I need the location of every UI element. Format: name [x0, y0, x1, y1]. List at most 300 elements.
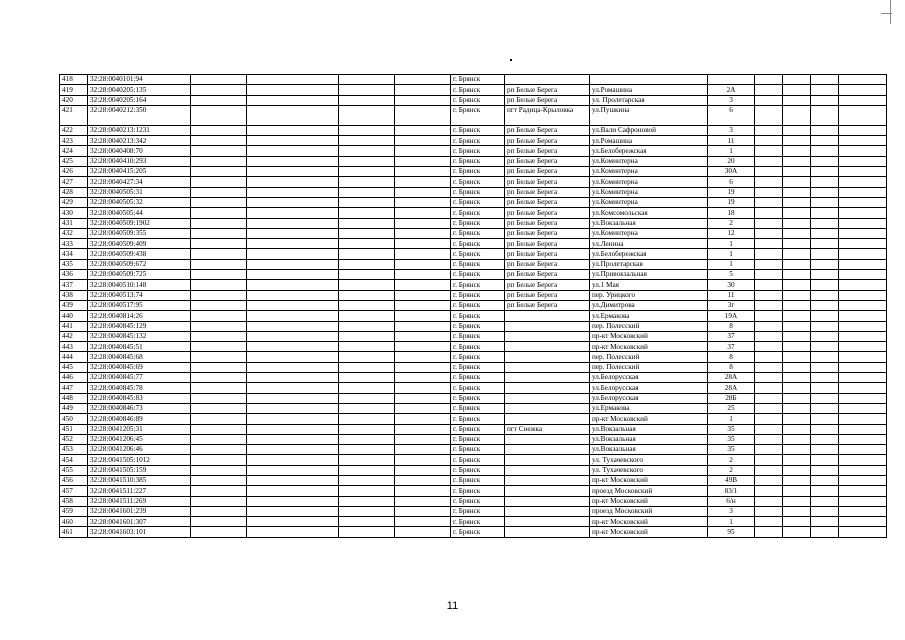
empty-cell — [839, 125, 887, 135]
city-cell: г. Брянск — [451, 167, 505, 177]
empty-cell — [783, 75, 811, 85]
empty-cell — [395, 280, 451, 290]
empty-cell — [191, 146, 247, 156]
empty-cell — [247, 455, 339, 465]
empty-cell — [839, 445, 887, 455]
empty-cell — [247, 280, 339, 290]
table-row — [60, 239, 887, 249]
empty-cell — [339, 527, 395, 537]
street-cell: ул.Пролетарская — [590, 259, 708, 269]
row-number-cell: 445 — [60, 362, 88, 372]
house-cell: 6 — [708, 105, 755, 125]
city-cell: г. Брянск — [451, 373, 505, 383]
empty-cell — [839, 393, 887, 403]
table-row — [60, 331, 887, 341]
empty-cell — [247, 156, 339, 166]
cadastral-number-cell: 32:28:0040101:94 — [88, 75, 191, 85]
empty-cell — [755, 393, 783, 403]
city-cell: г. Брянск — [451, 403, 505, 413]
house-cell: 20 — [708, 156, 755, 166]
house-cell: 19А — [708, 311, 755, 321]
empty-cell — [191, 496, 247, 506]
city-cell: г. Брянск — [451, 105, 505, 125]
empty-cell — [191, 95, 247, 105]
empty-cell — [395, 259, 451, 269]
empty-cell — [839, 362, 887, 372]
empty-cell — [783, 156, 811, 166]
empty-cell — [839, 455, 887, 465]
empty-cell — [339, 75, 395, 85]
table-row — [60, 228, 887, 238]
empty-cell — [755, 373, 783, 383]
empty-cell — [247, 311, 339, 321]
street-cell: пр-кт Московский — [590, 414, 708, 424]
city-cell: г. Брянск — [451, 527, 505, 537]
cadastral-number-cell: 32:28:0040505:31 — [88, 187, 191, 197]
cadastral-number-cell: 32:28:0040509:725 — [88, 270, 191, 280]
settlement-cell: пгт Радица-Крыловка — [505, 105, 590, 125]
settlement-cell — [505, 352, 590, 362]
empty-cell — [191, 342, 247, 352]
settlement-cell — [505, 393, 590, 403]
empty-cell — [839, 486, 887, 496]
empty-cell — [247, 321, 339, 331]
empty-cell — [191, 228, 247, 238]
empty-cell — [339, 465, 395, 475]
empty-cell — [247, 208, 339, 218]
row-number-cell: 422 — [60, 125, 88, 135]
empty-cell — [755, 75, 783, 85]
street-cell: ул.Димитрова — [590, 300, 708, 310]
empty-cell — [247, 475, 339, 485]
empty-cell — [839, 208, 887, 218]
empty-cell — [339, 342, 395, 352]
empty-cell — [339, 373, 395, 383]
street-cell: ул.Вокзальная — [590, 445, 708, 455]
house-cell: 35 — [708, 424, 755, 434]
empty-cell — [839, 496, 887, 506]
empty-cell — [247, 424, 339, 434]
table-row — [60, 280, 887, 290]
empty-cell — [339, 197, 395, 207]
scan-edge-tick — [881, 13, 892, 14]
empty-cell — [247, 125, 339, 135]
table-row — [60, 290, 887, 300]
house-cell: 28А — [708, 373, 755, 383]
house-cell: 19 — [708, 197, 755, 207]
empty-cell — [339, 321, 395, 331]
empty-cell — [839, 146, 887, 156]
row-number-cell: 419 — [60, 85, 88, 95]
empty-cell — [339, 249, 395, 259]
empty-cell — [839, 280, 887, 290]
empty-cell — [191, 177, 247, 187]
table-row — [60, 105, 887, 125]
empty-cell — [247, 527, 339, 537]
empty-cell — [191, 445, 247, 455]
row-number-cell: 458 — [60, 496, 88, 506]
empty-cell — [191, 414, 247, 424]
cadastral-number-cell: 32:28:0040408:70 — [88, 146, 191, 156]
house-cell: 37 — [708, 331, 755, 341]
empty-cell — [247, 105, 339, 125]
empty-cell — [395, 342, 451, 352]
empty-cell — [783, 177, 811, 187]
empty-cell — [811, 393, 839, 403]
empty-cell — [191, 455, 247, 465]
empty-cell — [811, 362, 839, 372]
table-row — [60, 475, 887, 485]
empty-cell — [395, 475, 451, 485]
city-cell: г. Брянск — [451, 321, 505, 331]
empty-cell — [395, 362, 451, 372]
settlement-cell — [505, 496, 590, 506]
empty-cell — [339, 517, 395, 527]
empty-cell — [755, 311, 783, 321]
cadastral-number-cell: 32:28:0040213:342 — [88, 136, 191, 146]
cadastral-number-cell: 32:28:0040845:69 — [88, 362, 191, 372]
cadastral-number-cell: 32:28:0040513:74 — [88, 290, 191, 300]
row-number-cell: 454 — [60, 455, 88, 465]
street-cell: пер. Полесский — [590, 362, 708, 372]
settlement-cell: рп Белые Берега — [505, 249, 590, 259]
settlement-cell: рп Белые Берега — [505, 270, 590, 280]
street-cell: ул.Белобережская — [590, 146, 708, 156]
street-cell: ул.Ромашина — [590, 85, 708, 95]
cadastral-number-cell: 32:28:0040410:293 — [88, 156, 191, 166]
empty-cell — [783, 393, 811, 403]
row-number-cell: 461 — [60, 527, 88, 537]
empty-cell — [247, 187, 339, 197]
settlement-cell — [505, 445, 590, 455]
empty-cell — [191, 270, 247, 280]
table-row — [60, 300, 887, 310]
empty-cell — [783, 218, 811, 228]
empty-cell — [811, 424, 839, 434]
scan-edge-line — [890, 0, 891, 24]
empty-cell — [191, 465, 247, 475]
empty-cell — [839, 465, 887, 475]
row-number-cell: 436 — [60, 270, 88, 280]
street-cell: ул.Коминтерна — [590, 156, 708, 166]
empty-cell — [191, 187, 247, 197]
empty-cell — [395, 445, 451, 455]
empty-cell — [339, 424, 395, 434]
empty-cell — [755, 455, 783, 465]
empty-cell — [339, 228, 395, 238]
cadastral-number-cell: 32:28:0040509:1902 — [88, 218, 191, 228]
house-cell: 2 — [708, 218, 755, 228]
settlement-cell — [505, 434, 590, 444]
city-cell: г. Брянск — [451, 125, 505, 135]
empty-cell — [247, 486, 339, 496]
empty-cell — [811, 270, 839, 280]
table-row — [60, 455, 887, 465]
table-row — [60, 496, 887, 506]
street-cell: пр-кт Московский — [590, 527, 708, 537]
empty-cell — [395, 249, 451, 259]
settlement-cell — [505, 383, 590, 393]
empty-cell — [395, 424, 451, 434]
settlement-cell: рп Белые Берега — [505, 177, 590, 187]
street-cell: ул.Ромашина — [590, 136, 708, 146]
row-number-cell: 452 — [60, 434, 88, 444]
city-cell: г. Брянск — [451, 270, 505, 280]
empty-cell — [811, 218, 839, 228]
street-cell: пер. Полесский — [590, 321, 708, 331]
house-cell: 3г — [708, 300, 755, 310]
table-row — [60, 249, 887, 259]
table-row — [60, 146, 887, 156]
empty-cell — [783, 403, 811, 413]
city-cell: г. Брянск — [451, 239, 505, 249]
empty-cell — [395, 455, 451, 465]
house-cell: 19 — [708, 187, 755, 197]
empty-cell — [191, 85, 247, 95]
empty-cell — [783, 311, 811, 321]
settlement-cell: рп Белые Берега — [505, 208, 590, 218]
city-cell: г. Брянск — [451, 228, 505, 238]
empty-cell — [839, 311, 887, 321]
empty-cell — [839, 424, 887, 434]
empty-cell — [839, 270, 887, 280]
cadastral-number-cell: 32:28:0040845:68 — [88, 352, 191, 362]
empty-cell — [783, 280, 811, 290]
empty-cell — [839, 434, 887, 444]
page-number: 11 — [446, 600, 459, 612]
empty-cell — [755, 300, 783, 310]
row-number-cell: 424 — [60, 146, 88, 156]
table-row — [60, 424, 887, 434]
street-cell: ул.Ермакова — [590, 403, 708, 413]
empty-cell — [811, 486, 839, 496]
table-row — [60, 218, 887, 228]
empty-cell — [811, 352, 839, 362]
empty-cell — [247, 331, 339, 341]
empty-cell — [247, 167, 339, 177]
row-number-cell: 435 — [60, 259, 88, 269]
empty-cell — [811, 187, 839, 197]
empty-cell — [339, 331, 395, 341]
settlement-cell: рп Белые Берега — [505, 187, 590, 197]
street-cell: пер. Урицкого — [590, 290, 708, 300]
empty-cell — [811, 259, 839, 269]
empty-cell — [839, 95, 887, 105]
empty-cell — [395, 517, 451, 527]
settlement-cell — [505, 506, 590, 516]
settlement-cell — [505, 331, 590, 341]
empty-cell — [339, 311, 395, 321]
empty-cell — [783, 527, 811, 537]
city-cell: г. Брянск — [451, 496, 505, 506]
table-row — [60, 311, 887, 321]
row-number-cell: 451 — [60, 424, 88, 434]
empty-cell — [811, 475, 839, 485]
empty-cell — [191, 167, 247, 177]
empty-cell — [755, 105, 783, 125]
empty-cell — [783, 342, 811, 352]
empty-cell — [191, 156, 247, 166]
empty-cell — [339, 434, 395, 444]
empty-cell — [247, 352, 339, 362]
empty-cell — [339, 445, 395, 455]
empty-cell — [783, 270, 811, 280]
empty-cell — [247, 373, 339, 383]
house-cell: 2 — [708, 465, 755, 475]
empty-cell — [247, 300, 339, 310]
row-number-cell: 453 — [60, 445, 88, 455]
settlement-cell: рп Белые Берега — [505, 156, 590, 166]
table-row — [60, 75, 887, 85]
empty-cell — [783, 228, 811, 238]
empty-cell — [755, 342, 783, 352]
empty-cell — [839, 527, 887, 537]
city-cell: г. Брянск — [451, 486, 505, 496]
row-number-cell: 455 — [60, 465, 88, 475]
empty-cell — [191, 290, 247, 300]
empty-cell — [395, 331, 451, 341]
settlement-cell — [505, 455, 590, 465]
empty-cell — [755, 280, 783, 290]
empty-cell — [839, 506, 887, 516]
empty-cell — [783, 300, 811, 310]
empty-cell — [191, 75, 247, 85]
table-row — [60, 187, 887, 197]
city-cell: г. Брянск — [451, 352, 505, 362]
cadastral-number-cell: 32:28:0040415:205 — [88, 167, 191, 177]
empty-cell — [339, 352, 395, 362]
cadastral-number-cell: 32:28:0040510:148 — [88, 280, 191, 290]
row-number-cell: 439 — [60, 300, 88, 310]
registry-body — [60, 75, 887, 538]
empty-cell — [395, 321, 451, 331]
empty-cell — [811, 527, 839, 537]
empty-cell — [395, 156, 451, 166]
empty-cell — [755, 506, 783, 516]
table-row — [60, 506, 887, 516]
empty-cell — [339, 208, 395, 218]
cadastral-number-cell: 32:28:0040205:135 — [88, 85, 191, 95]
row-number-cell: 426 — [60, 167, 88, 177]
city-cell: г. Брянск — [451, 75, 505, 85]
table-row — [60, 393, 887, 403]
empty-cell — [811, 403, 839, 413]
empty-cell — [247, 517, 339, 527]
empty-cell — [339, 300, 395, 310]
house-cell: 83/1 — [708, 486, 755, 496]
empty-cell — [395, 352, 451, 362]
empty-cell — [395, 311, 451, 321]
empty-cell — [395, 465, 451, 475]
empty-cell — [755, 270, 783, 280]
row-number-cell: 425 — [60, 156, 88, 166]
empty-cell — [811, 517, 839, 527]
empty-cell — [247, 228, 339, 238]
empty-cell — [783, 331, 811, 341]
empty-cell — [247, 249, 339, 259]
empty-cell — [395, 290, 451, 300]
empty-cell — [339, 383, 395, 393]
empty-cell — [811, 136, 839, 146]
empty-cell — [755, 197, 783, 207]
empty-cell — [339, 105, 395, 125]
city-cell: г. Брянск — [451, 280, 505, 290]
empty-cell — [755, 259, 783, 269]
settlement-cell: рп Белые Берега — [505, 95, 590, 105]
house-cell: 28А — [708, 383, 755, 393]
row-number-cell: 441 — [60, 321, 88, 331]
empty-cell — [811, 300, 839, 310]
empty-cell — [191, 527, 247, 537]
empty-cell — [839, 403, 887, 413]
empty-cell — [191, 362, 247, 372]
house-cell: 35 — [708, 445, 755, 455]
empty-cell — [839, 156, 887, 166]
city-cell: г. Брянск — [451, 506, 505, 516]
empty-cell — [191, 383, 247, 393]
empty-cell — [783, 136, 811, 146]
cadastral-number-cell: 32:28:0040517:95 — [88, 300, 191, 310]
empty-cell — [395, 414, 451, 424]
cadastral-number-cell: 32:28:0040213:1231 — [88, 125, 191, 135]
empty-cell — [811, 465, 839, 475]
table-row — [60, 321, 887, 331]
table-row — [60, 445, 887, 455]
empty-cell — [395, 506, 451, 516]
street-cell: проезд Московский — [590, 506, 708, 516]
settlement-cell: рп Белые Берега — [505, 146, 590, 156]
empty-cell — [395, 208, 451, 218]
table-row — [60, 527, 887, 537]
table-row — [60, 208, 887, 218]
settlement-cell: рп Белые Берега — [505, 300, 590, 310]
settlement-cell: рп Белые Берега — [505, 136, 590, 146]
empty-cell — [839, 187, 887, 197]
house-cell: 6 — [708, 177, 755, 187]
settlement-cell: рп Белые Берега — [505, 259, 590, 269]
empty-cell — [339, 496, 395, 506]
empty-cell — [395, 125, 451, 135]
empty-cell — [811, 228, 839, 238]
city-cell: г. Брянск — [451, 136, 505, 146]
empty-cell — [247, 75, 339, 85]
empty-cell — [395, 300, 451, 310]
table-row — [60, 414, 887, 424]
table-row — [60, 259, 887, 269]
empty-cell — [395, 270, 451, 280]
empty-cell — [339, 486, 395, 496]
row-number-cell: 434 — [60, 249, 88, 259]
cadastral-number-cell: 32:28:0040509:355 — [88, 228, 191, 238]
empty-cell — [811, 506, 839, 516]
table-row — [60, 362, 887, 372]
empty-cell — [755, 414, 783, 424]
empty-cell — [839, 321, 887, 331]
city-cell: г. Брянск — [451, 383, 505, 393]
street-cell: ул. Тухачевского — [590, 465, 708, 475]
empty-cell — [395, 85, 451, 95]
street-cell: ул.Пушкина — [590, 105, 708, 125]
row-number-cell: 421 — [60, 105, 88, 125]
city-cell: г. Брянск — [451, 290, 505, 300]
empty-cell — [783, 352, 811, 362]
street-cell: ул.Коминтерна — [590, 167, 708, 177]
empty-cell — [783, 105, 811, 125]
empty-cell — [839, 136, 887, 146]
empty-cell — [247, 197, 339, 207]
empty-cell — [191, 259, 247, 269]
empty-cell — [811, 445, 839, 455]
